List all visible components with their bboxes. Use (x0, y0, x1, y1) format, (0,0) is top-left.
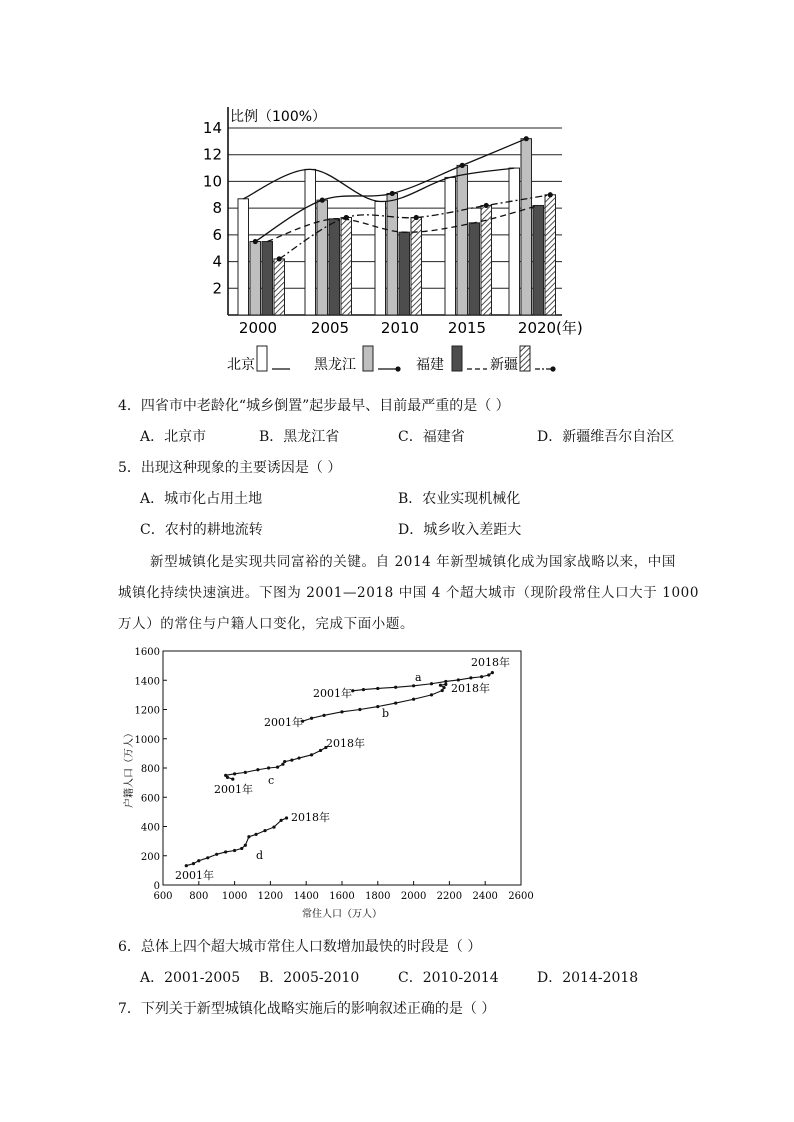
passage-line-3: 万人）的常住与户籍人口变化，完成下面小题。 (118, 616, 415, 632)
x-tick-label: 2015 (447, 319, 487, 337)
y-tick-label: 2 (212, 279, 222, 298)
series-end-label-d: 2018年 (291, 811, 330, 824)
bar-黑龙江-2000 (250, 242, 261, 315)
bar-新疆-2000 (274, 259, 285, 315)
x-tick-label: 2010 (380, 319, 420, 337)
bar-福建-2020 (533, 205, 544, 315)
q4-option-d: D．新疆维吾尔自治区 (537, 429, 675, 445)
series-point-c (319, 749, 322, 752)
series-point-c (276, 766, 279, 769)
series-point-a (480, 675, 483, 678)
x-tick-label: 2200 (436, 891, 463, 902)
series-point-d (272, 825, 275, 828)
series-end-label-b: 2018年 (451, 682, 490, 695)
series-point-b (444, 683, 447, 686)
bar-北京-2015 (445, 177, 456, 315)
series-point-b (310, 717, 313, 720)
series-point-c (256, 768, 259, 771)
trend-point-黑龙江 (253, 239, 258, 244)
series-point-d (244, 844, 247, 847)
bar-黑龙江-2015 (457, 165, 468, 315)
y-tick-label: 400 (140, 822, 160, 834)
aging-ratio-bar-chart (195, 100, 595, 385)
series-point-c (267, 766, 270, 769)
y-tick-label: 1000 (134, 734, 160, 746)
x-tick-label: 2020 (517, 319, 557, 337)
trend-point-新疆 (484, 203, 489, 208)
series-name-d: d (256, 849, 264, 862)
series-point-d (240, 847, 243, 850)
y-tick-label: 1600 (134, 647, 160, 658)
legend-swatch-黑龙江 (363, 346, 373, 371)
bar-北京-2010 (375, 201, 386, 315)
q5-option-a: A．城市化占用土地 (140, 491, 263, 507)
bar-黑龙江-2010 (387, 193, 398, 315)
x-tick-label: 600 (153, 891, 173, 902)
bar-福建-2015 (469, 223, 480, 315)
q5-option-c: C．农村的耕地流转 (140, 522, 263, 538)
q5-option-b: B．农业实现机械化 (398, 491, 521, 507)
q6-option-a: A．2001-2005 (140, 970, 241, 986)
series-name-c: c (268, 774, 275, 787)
y-tick-label: 1400 (134, 676, 160, 688)
bar-新疆-2020 (545, 195, 556, 315)
y-axis-title: 户籍人口（万人） (124, 728, 135, 808)
q6-option-b: B．2005-2010 (259, 970, 360, 986)
series-point-d (233, 849, 236, 852)
y-axis-title: 比例（100%） (230, 109, 327, 125)
series-point-b (340, 710, 343, 713)
x-tick-label: 1600 (329, 891, 355, 902)
series-point-d (263, 829, 266, 832)
question-6-stem: 6．总体上四个超大城市常住人口数增加最快的时段是（ ） (118, 939, 482, 955)
q4-option-b: B．黑龙江省 (259, 429, 340, 445)
series-line-d (186, 818, 286, 866)
legend-swatch-新疆 (520, 346, 530, 371)
x-tick-label: 2000 (238, 319, 278, 337)
series-start-label-c: 2001年 (214, 783, 253, 796)
series-point-d (285, 816, 288, 819)
y-tick-label: 0 (153, 881, 160, 892)
legend-label-福建: 福建 (416, 357, 444, 373)
x-tick-label: 1400 (293, 891, 319, 902)
series-point-b (412, 698, 415, 701)
legend-label-黑龙江: 黑龙江 (314, 357, 356, 373)
series-point-b (430, 693, 433, 696)
bar-新疆-2005 (341, 217, 352, 315)
population-scatter-chart (118, 640, 538, 925)
question-7-stem: 7．下列关于新型城镇化战略实施后的影响叙述正确的是（ ） (118, 1001, 496, 1017)
series-point-c (244, 771, 247, 774)
x-tick-label: 2600 (508, 891, 534, 902)
series-name-a: a (415, 671, 422, 684)
series-start-label-d: 2001年 (175, 869, 214, 882)
legend-dot-新疆 (550, 366, 555, 371)
legend-label-北京: 北京 (227, 357, 255, 373)
trend-point-黑龙江 (390, 191, 395, 196)
series-point-a (469, 676, 472, 679)
series-point-b (358, 708, 361, 711)
series-point-a (491, 671, 494, 674)
bar-福建-2005 (329, 219, 340, 315)
y-tick-label: 12 (202, 145, 222, 164)
trend-point-新疆 (277, 256, 282, 261)
bar-福建-2000 (262, 242, 273, 315)
series-point-c (281, 763, 284, 766)
series-start-label-a: 2001年 (313, 687, 352, 700)
question-5-stem: 5．出现这种现象的主要诱因是（ ） (118, 460, 342, 476)
bar-北京-2020 (509, 168, 520, 315)
legend-swatch-北京 (257, 346, 267, 371)
trend-point-新疆 (344, 215, 349, 220)
bar-黑龙江-2020 (521, 139, 532, 315)
x-tick-label: 2400 (472, 891, 498, 902)
series-point-d (254, 833, 257, 836)
series-point-c (290, 759, 293, 762)
y-tick-label: 8 (212, 199, 222, 218)
series-line-c (226, 748, 326, 780)
series-point-d (192, 862, 195, 865)
series-end-label-a: 2018年 (471, 656, 510, 669)
x-axis-title: (年) (556, 319, 583, 337)
y-tick-label: 1200 (134, 705, 160, 717)
trend-point-黑龙江 (524, 136, 529, 141)
x-tick-label: 1000 (221, 891, 248, 902)
series-point-a (362, 688, 365, 691)
trend-line-北京 (243, 168, 514, 201)
bar-黑龙江-2005 (317, 200, 328, 315)
series-point-d (197, 859, 200, 862)
q6-option-d: D．2014-2018 (537, 970, 639, 986)
series-point-b (323, 714, 326, 717)
passage-line-2: 城镇化持续快速演进。下图为 2001—2018 中国 4 个超大城市（现阶段常住人口大于 1000 (118, 585, 700, 601)
series-point-d (185, 864, 188, 867)
y-tick-label: 800 (140, 764, 160, 775)
series-point-a (376, 687, 379, 690)
trend-point-新疆 (414, 215, 419, 220)
question-4-stem: 4．四省市中老龄化“城乡倒置”起步最早、目前最严重的是（ ） (118, 398, 510, 414)
y-tick-label: 14 (202, 119, 222, 137)
x-tick-label: 1800 (365, 891, 391, 902)
passage-line-1: 新型城镇化是实现共同富裕的关键。自 2014 年新型城镇化成为国家战略以来，中国 (150, 554, 676, 570)
series-name-b: b (382, 707, 390, 720)
series-point-c (297, 756, 300, 759)
series-point-a (487, 673, 490, 676)
y-tick-label: 4 (212, 252, 222, 271)
series-start-label-b: 2001年 (264, 716, 303, 729)
series-point-d (206, 856, 209, 859)
series-point-d (224, 850, 227, 853)
y-tick-label: 600 (140, 793, 160, 805)
legend-dot-黑龙江 (395, 366, 400, 371)
series-point-a (412, 684, 415, 687)
legend-swatch-福建 (452, 346, 462, 371)
bar-福建-2010 (399, 232, 410, 315)
series-end-label-c: 2018年 (326, 737, 365, 750)
q4-option-c: C．福建省 (398, 429, 465, 445)
x-tick-label: 800 (189, 891, 209, 902)
series-point-c (233, 772, 236, 775)
series-point-c (231, 778, 234, 781)
trend-point-黑龙江 (460, 163, 465, 168)
x-tick-label: 2005 (310, 319, 350, 337)
legend-label-新疆: 新疆 (490, 357, 518, 373)
bar-新疆-2015 (481, 205, 492, 315)
bar-北京-2005 (305, 169, 316, 315)
x-tick-label: 1200 (257, 891, 284, 902)
q4-option-a: A．北京市 (140, 429, 207, 445)
series-point-a (444, 680, 447, 683)
series-point-a (430, 682, 433, 685)
series-point-d (280, 819, 283, 822)
q5-option-d: D．城乡收入差距大 (398, 522, 522, 538)
series-point-c (283, 760, 286, 763)
series-point-d (247, 835, 250, 838)
series-point-a (394, 686, 397, 689)
y-tick-label: 10 (202, 172, 222, 191)
trend-point-黑龙江 (320, 198, 325, 203)
series-point-c (310, 753, 313, 756)
series-point-b (442, 686, 445, 689)
series-point-b (376, 705, 379, 708)
q6-option-c: C．2010-2014 (398, 970, 499, 986)
series-point-d (215, 853, 218, 856)
bar-北京-2000 (238, 199, 249, 315)
trend-point-新疆 (548, 192, 553, 197)
series-point-b (439, 684, 442, 687)
x-tick-label: 2000 (400, 891, 427, 902)
series-point-c (224, 774, 227, 777)
x-axis-title: 常住人口（万人） (302, 909, 382, 920)
series-point-b (441, 689, 444, 692)
series-point-b (394, 701, 397, 704)
y-tick-label: 6 (212, 225, 222, 244)
y-tick-label: 200 (140, 851, 160, 863)
